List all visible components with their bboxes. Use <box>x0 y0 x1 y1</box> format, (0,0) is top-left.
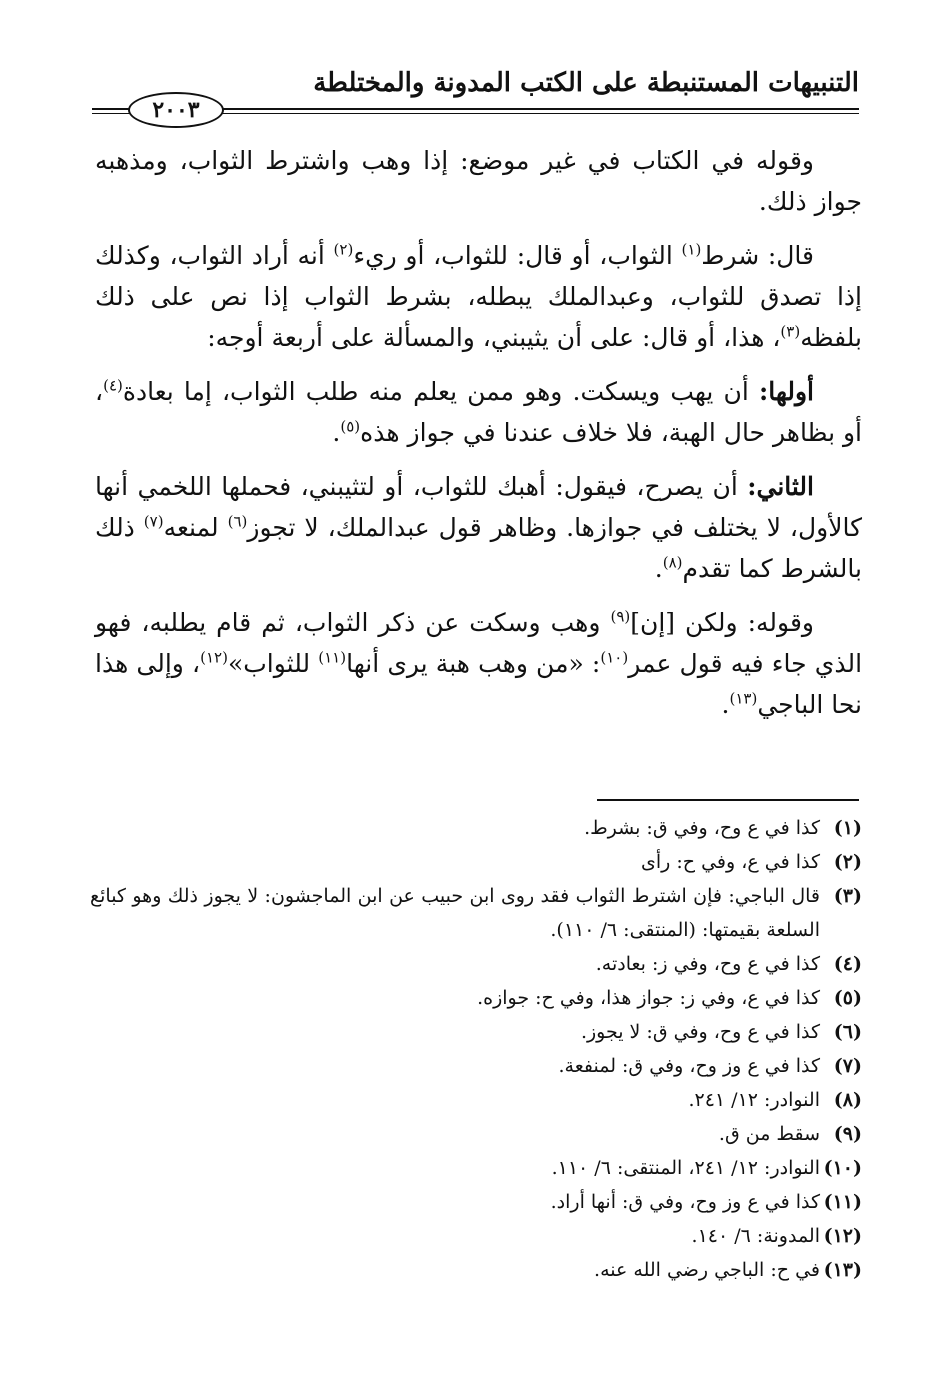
p5-seg-d: للثواب» <box>227 649 319 678</box>
footnote-number: (٣) <box>833 885 862 907</box>
p5-seg-a: وقوله: ولكن [إن] <box>630 608 814 637</box>
footnote-separator <box>597 799 859 801</box>
footnote-number: (٦) <box>833 1021 862 1043</box>
footnote-ref-1[interactable]: (١) <box>681 240 702 259</box>
footnote-item <box>90 1151 862 1185</box>
footnote-ref-3[interactable]: (٣) <box>780 322 801 341</box>
footnote-number: (١٢) <box>823 1225 862 1247</box>
footnote-ref-5[interactable]: (٥) <box>340 417 361 436</box>
p3-seg-c: . <box>332 418 341 447</box>
footnote-text: النوادر: ١٢/ ٢٤١، المنتقى: ٦/ ١١٠. <box>551 1157 820 1179</box>
p3-lead: أولها: <box>758 377 814 406</box>
footnote-number: (٧) <box>833 1055 862 1077</box>
footnote-text: كذا في ع، وفي ز: جواز هذا، وفي ح: جوازه. <box>477 987 820 1009</box>
paragraph-4 <box>95 466 862 589</box>
footnotes-list <box>90 811 862 1287</box>
footnote-text: المدونة: ٦/ ١٤٠. <box>691 1225 820 1247</box>
p2-seg-c: أنه أراد الثواب، وكذلك إذا تصدق للثواب، وعبدالملك يبطله، بشرط الثواب إذا نص على ذلك بلفظه <box>95 241 862 352</box>
p5-seg-b: وهب وسكت عن ذكر الثواب، ثم قام يطلبه، فهو الذي جاء فيه قول عمر <box>95 608 863 678</box>
footnote-item <box>90 1015 862 1049</box>
p5-seg-e: ، وإلى هذا نحا الباجي <box>95 649 862 719</box>
footnote-ref-10[interactable]: (١٠) <box>600 648 629 667</box>
footnote-text: كذا في ع، وفي ح: رأى <box>641 851 820 873</box>
p3-seg-b: ، أو بظاهر حال الهبة، فلا خلاف عندنا في جواز هذه <box>95 377 862 447</box>
footnote-item <box>90 947 862 981</box>
p5-seg-c: : «من وهب هبة يرى أنها <box>346 649 601 678</box>
footnote-item <box>90 1117 862 1151</box>
footnote-ref-7[interactable]: (٧) <box>143 512 164 531</box>
p4-seg-b: لمنعه <box>163 513 228 542</box>
running-header-title: التنبيهات المستنبطة على الكتب المدونة والمختلطة <box>313 68 859 98</box>
footnote-ref-11[interactable]: (١١) <box>318 648 347 667</box>
p3-seg-a: أن يهب ويسكت. وهو ممن يعلم منه طلب الثواب، إما بعادة <box>122 377 759 406</box>
footnote-ref-4[interactable]: (٤) <box>103 376 123 395</box>
footnote-text: النوادر: ١٢/ ٢٤١. <box>688 1089 820 1111</box>
p2-seg-d: ، هذا، أو قال: على أن يثيبني، والمسألة على أربعة أوجه: <box>207 323 781 352</box>
footnote-text: كذا في ع وح، وفي ز: بعادته. <box>595 953 820 975</box>
footnote-text: كذا في ع وح، وفي ق: بشرط. <box>584 817 820 839</box>
p4-seg-d: . <box>654 554 663 583</box>
p2-seg-a: قال: شرط <box>701 241 815 270</box>
paragraph-1 <box>95 140 862 222</box>
footnote-ref-2[interactable]: (٢) <box>333 240 354 259</box>
p4-seg-a: أن يصرح، فيقول: أهبك للثواب، أو لتثيبني، فحملها اللخمي أنها كالأول، لا يختلف في جوازها. وظاهر قول عبدالملك، لا تجوز <box>95 472 862 542</box>
footnote-text: سقط من ق. <box>718 1123 820 1145</box>
footnote-number: (١) <box>833 817 862 839</box>
footnote-item <box>90 1185 862 1219</box>
p5-seg-f: . <box>721 690 730 719</box>
footnote-number: (١١) <box>823 1191 862 1213</box>
footnote-number: (٤) <box>833 953 862 975</box>
footnote-text: كذا في ع وز وح، وفي ق: لمنفعة. <box>558 1055 820 1077</box>
footnote-number: (١٠) <box>823 1157 862 1179</box>
footnote-number: (٩) <box>833 1123 862 1145</box>
paragraph-1-text: وقوله في الكتاب في غير موضع: إذا وهب واشترط الثواب، ومذهبه جواز ذلك. <box>95 146 862 216</box>
footnote-item <box>90 1049 862 1083</box>
footnote-item <box>90 1219 862 1253</box>
footnote-text: قال الباجي: فإن اشترط الثواب فقد روى ابن حبيب عن ابن الماجشون: لا يجوز ذلك وهو كبائع السلعة بقيمتها: (المنتقى: ٦/ ١١٠). <box>90 885 820 941</box>
footnote-ref-13[interactable]: (١٣) <box>729 689 758 708</box>
p4-seg-c: ذلك بالشرط كما تقدم <box>95 513 862 583</box>
footnote-ref-6[interactable]: (٦) <box>227 512 248 531</box>
footnote-text: كذا في ع وز وح، وفي ق: أنها أراد. <box>550 1191 820 1213</box>
footnote-item <box>90 811 862 845</box>
footnote-number: (٨) <box>833 1089 862 1111</box>
page-number-badge: ٢٠٠٣ <box>128 92 224 128</box>
paragraph-2 <box>95 235 862 358</box>
footnote-item <box>90 981 862 1015</box>
paragraph-5 <box>95 602 862 725</box>
footnote-item <box>90 1083 862 1117</box>
footnote-number: (١٣) <box>823 1259 862 1281</box>
p2-seg-b: الثواب، أو قال: للثواب، أو ريء <box>353 241 682 270</box>
main-text <box>95 140 862 738</box>
footnote-ref-8[interactable]: (٨) <box>662 553 683 572</box>
paragraph-3 <box>95 371 862 453</box>
footnote-ref-9[interactable]: (٩) <box>610 607 631 626</box>
footnote-text: في ح: الباجي رضي الله عنه. <box>594 1259 820 1281</box>
p4-lead: الثاني: <box>747 472 814 501</box>
footnote-number: (٢) <box>833 851 862 873</box>
footnote-number: (٥) <box>833 987 862 1009</box>
footnote-item <box>90 879 862 947</box>
footnote-ref-12[interactable]: (١٢) <box>200 648 228 667</box>
footnote-text: كذا في ع وح، وفي ق: لا يجوز. <box>580 1021 820 1043</box>
footnote-item <box>90 1253 862 1287</box>
footnote-item <box>90 845 862 879</box>
